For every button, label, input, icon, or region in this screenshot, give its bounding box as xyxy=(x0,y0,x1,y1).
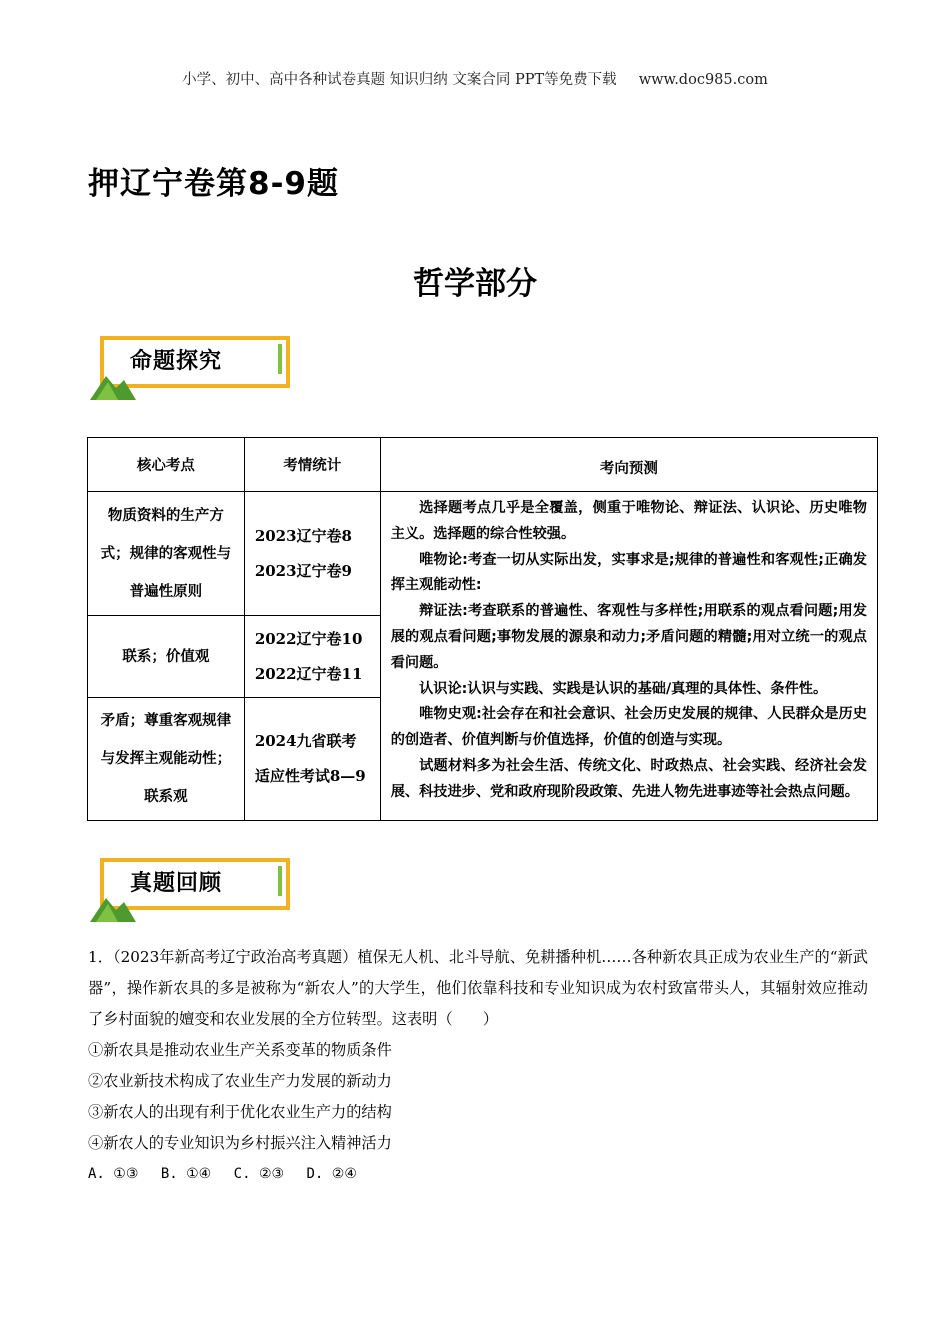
statistics-cell: 2024九省联考适应性考试8—9 xyxy=(244,698,380,821)
badge-accent xyxy=(268,866,282,896)
badge-accent xyxy=(268,344,282,374)
forecast-paragraph: 认识论:认识与实践、实践是认识的基础/真理的具体性、条件性。 xyxy=(419,680,828,697)
core-point-cell: 联系；价值观 xyxy=(88,616,245,698)
table-row xyxy=(88,492,878,616)
choice-a[interactable]: A. ①③ xyxy=(88,1166,139,1182)
stat-line: 2022辽宁卷11 xyxy=(254,664,363,683)
header-site[interactable]: www.doc985.com xyxy=(638,72,768,88)
research-badge xyxy=(90,336,296,400)
question-option: ①新农具是推动农业生产关系变革的物质条件 xyxy=(88,1041,392,1059)
badge-label: 命题探究 xyxy=(130,349,223,374)
stat-line: 2022辽宁卷10 xyxy=(254,629,363,648)
question-stem: 1．（2023年新高考辽宁政治高考真题）植保无人机、北斗导航、免耕播种机……各种新农具正成为农业生产的“新武器”，操作新农具的多是被称为“新农人”的大学生，他们依靠科技和专业知识成为农村致富带头人，其辐射效应推动了乡村面貌的嬗变和农业发展的全方位转型。这表明（ ） xyxy=(88,948,868,1028)
choice-c[interactable]: C. ②③ xyxy=(233,1166,285,1182)
section-title: 哲学部分 xyxy=(413,266,537,302)
answer-choices xyxy=(88,1159,868,1189)
table-header-row xyxy=(88,438,878,492)
stat-line: 2023辽宁卷8 xyxy=(254,526,352,545)
document-title: 押辽宁卷第8-9题 xyxy=(88,166,340,202)
header-forecast: 考向预测 xyxy=(380,438,877,492)
header-statistics: 考情统计 xyxy=(244,438,380,492)
core-point-cell: 矛盾；尊重客观规律与发挥主观能动性；联系观 xyxy=(88,698,245,821)
forecast-paragraph: 唯物论:考查一切从实际出发，实事求是;规律的普遍性和客观性;正确发挥主观能动性: xyxy=(390,551,867,594)
question-option: ④新农人的专业知识为乡村振兴注入精神活力 xyxy=(88,1134,392,1152)
choice-d[interactable]: D. ②④ xyxy=(306,1166,357,1182)
choice-b[interactable]: B. ①④ xyxy=(160,1166,212,1182)
exam-analysis-table xyxy=(87,437,878,821)
question-option: ②农业新技术构成了农业生产力发展的新动力 xyxy=(88,1072,392,1090)
statistics-cell xyxy=(244,492,380,616)
forecast-paragraph: 唯物史观:社会存在和社会意识、社会历史发展的规律、人民群众是历史的创造者、价值判断与价值选择，价值的创造与实现。 xyxy=(390,706,867,749)
header-text: 小学、初中、高中各种试卷真题 知识归纳 文案合同 PPT等免费下载 xyxy=(182,72,617,88)
stat-line: 2023辽宁卷9 xyxy=(254,561,352,580)
statistics-cell xyxy=(244,616,380,698)
badge-label: 真题回顾 xyxy=(130,871,223,896)
forecast-cell xyxy=(380,492,877,821)
page-header xyxy=(0,68,950,89)
forecast-paragraph: 试题材料多为社会生活、传统文化、时政热点、社会实践、经济社会发展、科技进步、党和政府现阶段政策、先进人物先进事迹等社会热点问题。 xyxy=(390,757,867,800)
core-point-cell: 物质资料的生产方式；规律的客观性与普遍性原则 xyxy=(88,492,245,616)
header-core-point: 核心考点 xyxy=(88,438,245,492)
review-badge xyxy=(90,858,296,922)
question-1 xyxy=(88,942,868,1189)
forecast-paragraph: 辩证法:考查联系的普遍性、客观性与多样性;用联系的观点看问题;用发展的观点看问题;事物发展的源泉和动力;矛盾问题的精髓;用对立统一的观点看问题。 xyxy=(390,603,867,671)
question-option: ③新农人的出现有利于优化农业生产力的结构 xyxy=(88,1103,392,1121)
forecast-paragraph: 选择题考点几乎是全覆盖，侧重于唯物论、辩证法、认识论、历史唯物主义。选择题的综合性较强。 xyxy=(390,500,867,542)
